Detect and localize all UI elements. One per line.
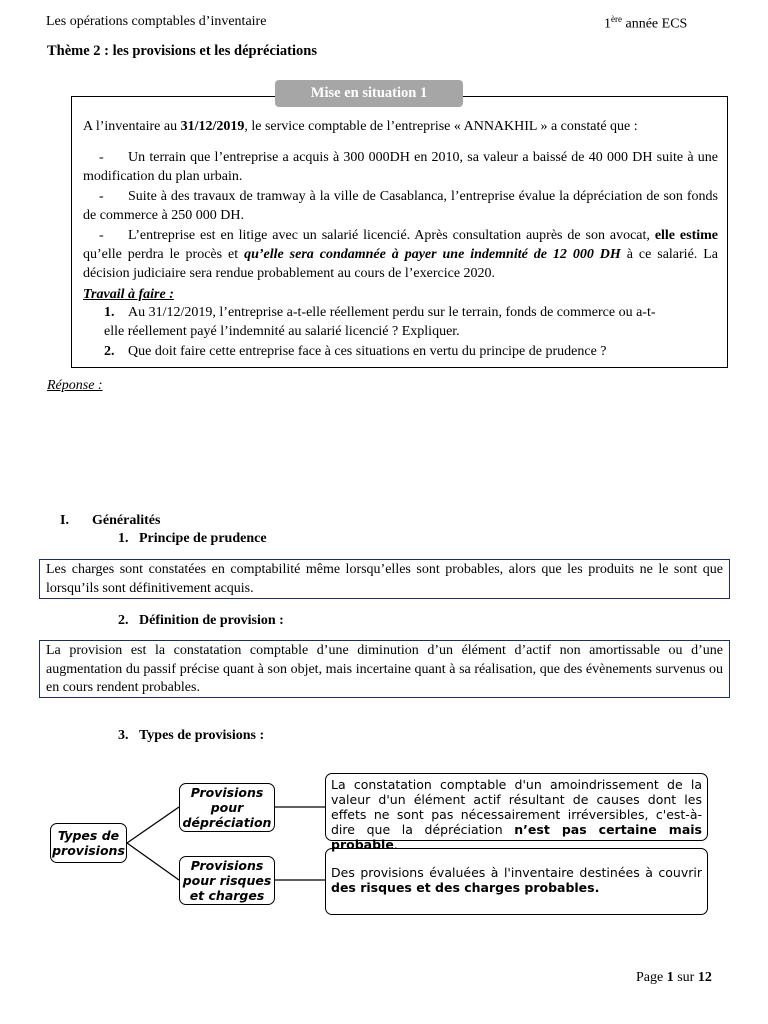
definition-prudence-box: Les charges sont constatées en comptabilité même lorsqu’elles sont probables, alors que les produits ne le sont que lorsqu’ils sont définitivement acquis.	[39, 559, 730, 599]
diagram-node-provisions-depreciation: Provisions pour dépréciation	[179, 783, 275, 832]
situation-bullet-litige: - L’entreprise est en litige avec un salarié licencié. Après consultation auprès de son avocat, elle estime qu’elle perdra le procès et qu’elle sera condamnée à payer une indemnité de 12 000 DH à ce salarié. La décision judiciaire sera rendue probablement au cours de l’exercice 2020.	[83, 228, 719, 281]
diagram-definition-risques-charges: Des provisions évaluées à l'inventaire destinées à couvrir des risques et des charges probables.	[325, 848, 708, 915]
subsection-types-provisions: 3. Types de provisions :	[118, 728, 265, 743]
connector-root-dep	[127, 807, 179, 843]
travail-a-faire-heading: Travail à faire :	[83, 287, 174, 302]
reponse-label: Réponse :	[47, 378, 103, 393]
section-heading-generalites: I. Généralités	[60, 513, 161, 528]
page-number: Page 1 sur 12	[636, 970, 712, 985]
diagram-node-types-provisions: Types de provisions	[50, 823, 127, 863]
subsection-principe-prudence: 1. Principe de prudence	[118, 531, 267, 546]
situation-bullet-fonds-commerce: - Suite à des travaux de tramway à la ville de Casablanca, l’entreprise évalue la dépréciation de son fonds de commerce à 250 000 DH.	[83, 189, 718, 223]
connector-root-risk	[127, 843, 179, 880]
situation-bullet-terrain: - Un terrain que l’entreprise a acquis à 300 000DH en 2010, sa valeur a baissé de 40 000 DH suite à une modification du plan urbain.	[83, 150, 718, 184]
diagram-definition-depreciation: La constatation comptable d'un amoindrissement de la valeur d'un élément actif résultant de causes dont les effets ne sont pas nécessairement irréversibles, c'est-à-dire que la dépréciation n’est pas certaine mais probable.	[325, 773, 708, 841]
subsection-definition-provision: 2. Définition de provision :	[118, 613, 284, 628]
situation-tab: Mise en situation 1	[275, 80, 463, 107]
theme-title: Thème 2 : les provisions et les dépréciations	[47, 43, 317, 59]
question-2: 2. Que doit faire cette entreprise face à ces situations en vertu du principe de prudence ?	[104, 344, 607, 359]
header-course-title: Les opérations comptables d’inventaire	[46, 14, 267, 29]
situation-intro: A l’inventaire au 31/12/2019, le service comptable de l’entreprise « ANNAKHIL » a constaté que :	[83, 119, 638, 134]
definition-provision-box: La provision est la constatation comptable d’une diminution d’un élément d’actif non amortissable ou d’une augmentation du passif précise quant à son objet, mais incertaine quant à sa réalisation, que des évènements survenus ou en cours rendent probables.	[39, 640, 730, 698]
question-1: 1. Au 31/12/2019, l’entreprise a-t-elle réellement perdu sur le terrain, fonds de commerce ou a-t- elle réellement payé l’indemnité au salarié licencié ? Expliquer.	[104, 305, 656, 339]
header-class-level: 1ère année ECS	[604, 14, 688, 32]
diagram-node-provisions-risques-charges: Provisions pour risques et charges	[179, 856, 275, 905]
